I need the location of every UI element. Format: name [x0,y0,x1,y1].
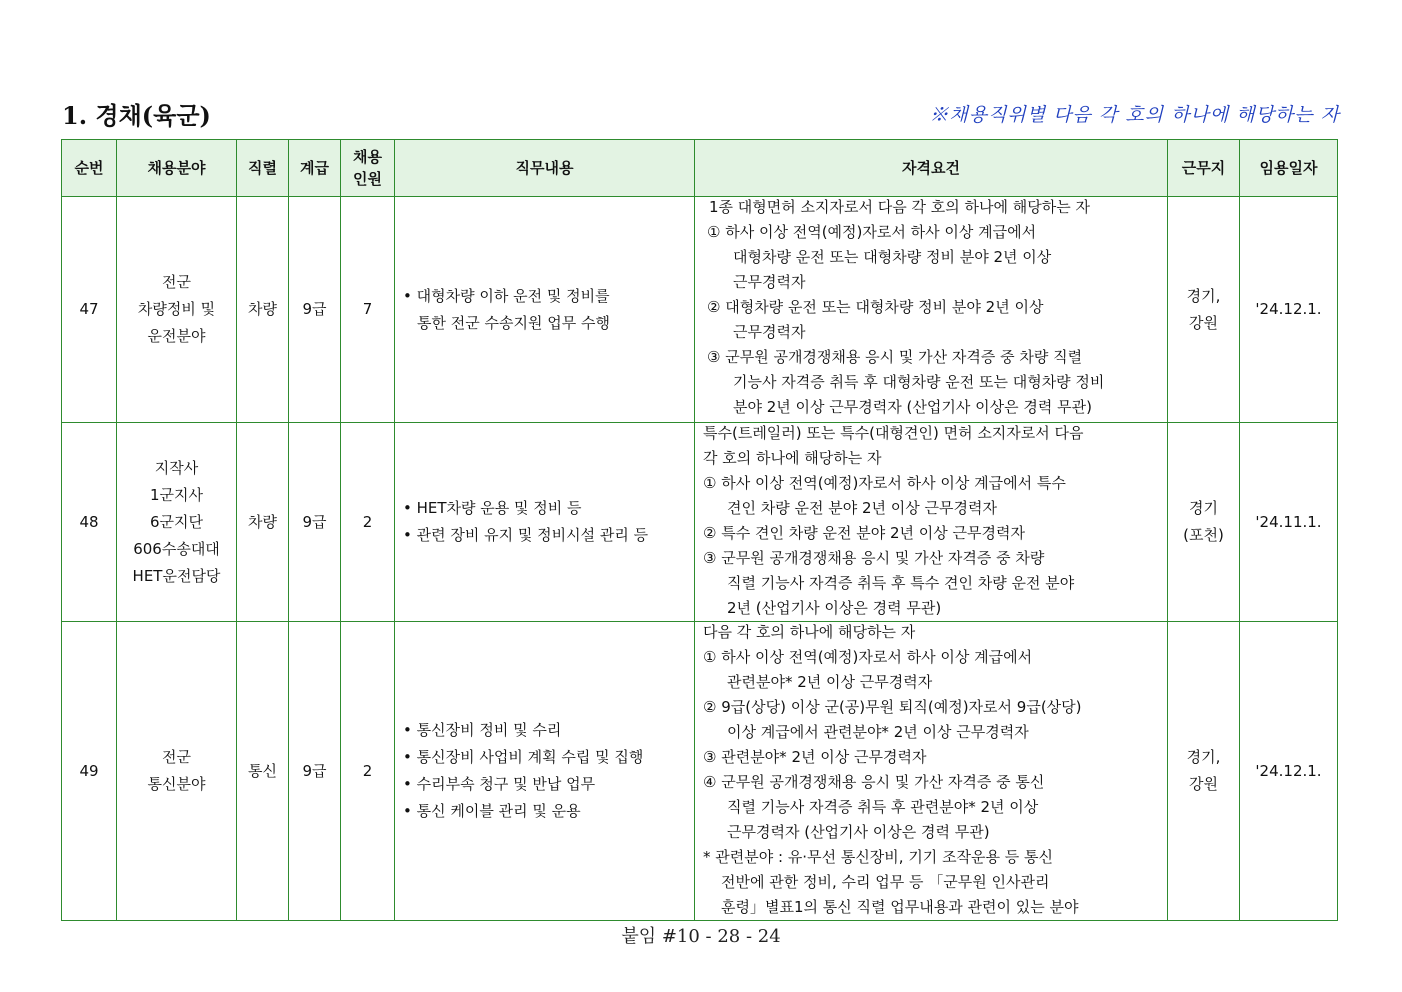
qual-line: ③ 군무원 공개경쟁채용 응시 및 가산 자격증 중 차량 직렬 [707,348,1083,366]
cell-no: 49 [62,622,117,921]
cell-series: 차량 [237,423,289,622]
qual-line: 다음 각 호의 하나에 해당하는 자 [703,623,916,641]
qual-line: ② 특수 견인 차량 운전 분야 2년 이상 근무경력자 [703,524,1025,542]
cell-qual [695,197,1168,423]
cell-field [117,197,237,423]
header-duty: 직무내용 [395,140,695,197]
field-line: 지작사 [154,458,199,477]
qual-line: 각 호의 하나에 해당하는 자 [703,449,882,467]
cell-location [1168,423,1240,622]
header-field: 채용분야 [117,140,237,197]
cell-count: 2 [341,423,395,622]
header-location: 근무지 [1168,140,1240,197]
qual-line: 이상 계급에서 관련분야* 2년 이상 근무경력자 [727,723,1029,741]
duty-line: • 통신장비 사업비 계획 수립 및 집행 [403,748,644,766]
section-title: 1. 경채(육군) [62,101,211,130]
cell-date: '24.12.1. [1240,197,1338,423]
qual-line: 1종 대형면허 소지자로서 다음 각 호의 하나에 해당하는 자 [709,198,1090,216]
qual-line: ③ 관련분야* 2년 이상 근무경력자 [703,748,927,766]
cell-qual [695,622,1168,921]
header-date: 임용일자 [1240,140,1338,197]
cell-duty [395,197,695,423]
qual-line: ① 하사 이상 전역(예정)자로서 하사 이상 계급에서 [703,648,1033,666]
recruitment-table [61,139,1338,921]
qual-line: 특수(트레일러) 또는 특수(대형견인) 면허 소지자로서 다음 [703,424,1084,442]
field-line: 통신분야 [147,775,206,793]
qual-line: 2년 (산업기사 이상은 경력 무관) [727,599,942,617]
qual-line: ① 하사 이상 전역(예정)자로서 하사 이상 계급에서 [707,223,1037,241]
table-row [62,622,1338,921]
header-row [62,140,1338,197]
cell-count: 7 [341,197,395,423]
cell-no: 47 [62,197,117,423]
location-line: 강원 [1189,313,1218,332]
duty-line: • 통신 케이블 관리 및 운용 [403,802,581,820]
qual-line: 직렬 기능사 자격증 취득 후 관련분야* 2년 이상 [727,798,1039,816]
qual-line: ④ 군무원 공개경쟁채용 응시 및 가산 자격증 중 통신 [703,773,1045,791]
qual-line: ② 대형차량 운전 또는 대형차량 정비 분야 2년 이상 [707,298,1044,316]
table-row [62,423,1338,622]
cell-series: 통신 [237,622,289,921]
location-line: 경기, [1186,748,1221,766]
page-footer: 붙임 #10 - 28 - 24 [621,926,781,947]
qual-line: 근무경력자 [733,323,806,341]
cell-series: 차량 [237,197,289,423]
qual-line: 분야 2년 이상 근무경력자 (산업기사 이상은 경력 무관) [733,398,1092,416]
field-line: HET운전담당 [132,566,221,585]
qual-line: 전반에 관한 정비, 수리 업무 등 「군무원 인사관리 [721,873,1050,891]
qual-line: 근무경력자 [733,273,806,291]
cell-grade: 9급 [289,423,341,622]
field-line: 전군 [162,273,191,291]
qual-line: 훈령」별표1의 통신 직렬 업무내용과 관련이 있는 분야 [721,898,1079,916]
header-series: 직렬 [237,140,289,197]
cell-field [117,622,237,921]
qual-line: 기능사 자격증 취득 후 대형차량 운전 또는 대형차량 정비 [733,373,1105,391]
header-count-line1: 채용 [353,148,382,166]
duty-line: • 통신장비 정비 및 수리 [403,721,562,739]
cell-date: '24.12.1. [1240,622,1338,921]
field-line: 606수송대대 [133,539,220,558]
location-line: 강원 [1189,775,1218,793]
duty-line: 통한 전군 수송지원 업무 수행 [417,313,610,332]
section-note: ※채용직위별 다음 각 호의 하나에 해당하는 자 [929,104,1340,126]
header-grade: 계급 [289,140,341,197]
header-no: 순번 [62,140,117,197]
cell-location [1168,622,1240,921]
qual-line: ① 하사 이상 전역(예정)자로서 하사 이상 계급에서 특수 [703,474,1066,492]
table-row [62,197,1338,423]
location-line: 경기 [1189,499,1218,517]
header-count-line2: 인원 [353,170,382,188]
header-count [341,140,395,197]
qual-line: 관련분야* 2년 이상 근무경력자 [727,673,933,691]
location-line: (포천) [1183,526,1224,544]
qual-line: * 관련분야 : 유·무선 통신장비, 기기 조작운용 등 통신 [703,848,1054,866]
cell-count: 2 [341,622,395,921]
cell-qual [695,423,1168,622]
qual-line: 견인 차량 운전 분야 2년 이상 근무경력자 [727,499,997,517]
duty-line: • HET차량 운용 및 정비 등 [403,499,582,517]
field-line: 1군지사 [149,485,203,504]
field-line: 차량정비 및 [137,300,216,318]
cell-date: '24.11.1. [1240,423,1338,622]
duty-line: • 수리부속 청구 및 반납 업무 [403,775,596,793]
qual-line: 대형차량 운전 또는 대형차량 정비 분야 2년 이상 [733,248,1052,266]
cell-grade: 9급 [289,622,341,921]
duty-line: • 대형차량 이하 운전 및 정비를 [403,286,610,305]
qual-line: ② 9급(상당) 이상 군(공)무원 퇴직(예정)자로서 9급(상당) [703,698,1082,716]
location-line: 경기, [1186,286,1221,305]
qual-line: ③ 군무원 공개경쟁채용 응시 및 가산 자격증 중 차량 [703,549,1045,567]
header-qual: 자격요건 [695,140,1168,197]
field-line: 전군 [162,748,191,766]
qual-line: 직렬 기능사 자격증 취득 후 특수 견인 차량 운전 분야 [727,574,1075,592]
cell-no: 48 [62,423,117,622]
field-line: 6군지단 [149,512,203,531]
cell-grade: 9급 [289,197,341,423]
cell-field [117,423,237,622]
qual-line: 근무경력자 (산업기사 이상은 경력 무관) [727,823,990,841]
cell-duty [395,423,695,622]
cell-duty [395,622,695,921]
duty-line: • 관련 장비 유지 및 정비시설 관리 등 [403,526,649,544]
cell-location [1168,197,1240,423]
field-line: 운전분야 [147,327,206,345]
